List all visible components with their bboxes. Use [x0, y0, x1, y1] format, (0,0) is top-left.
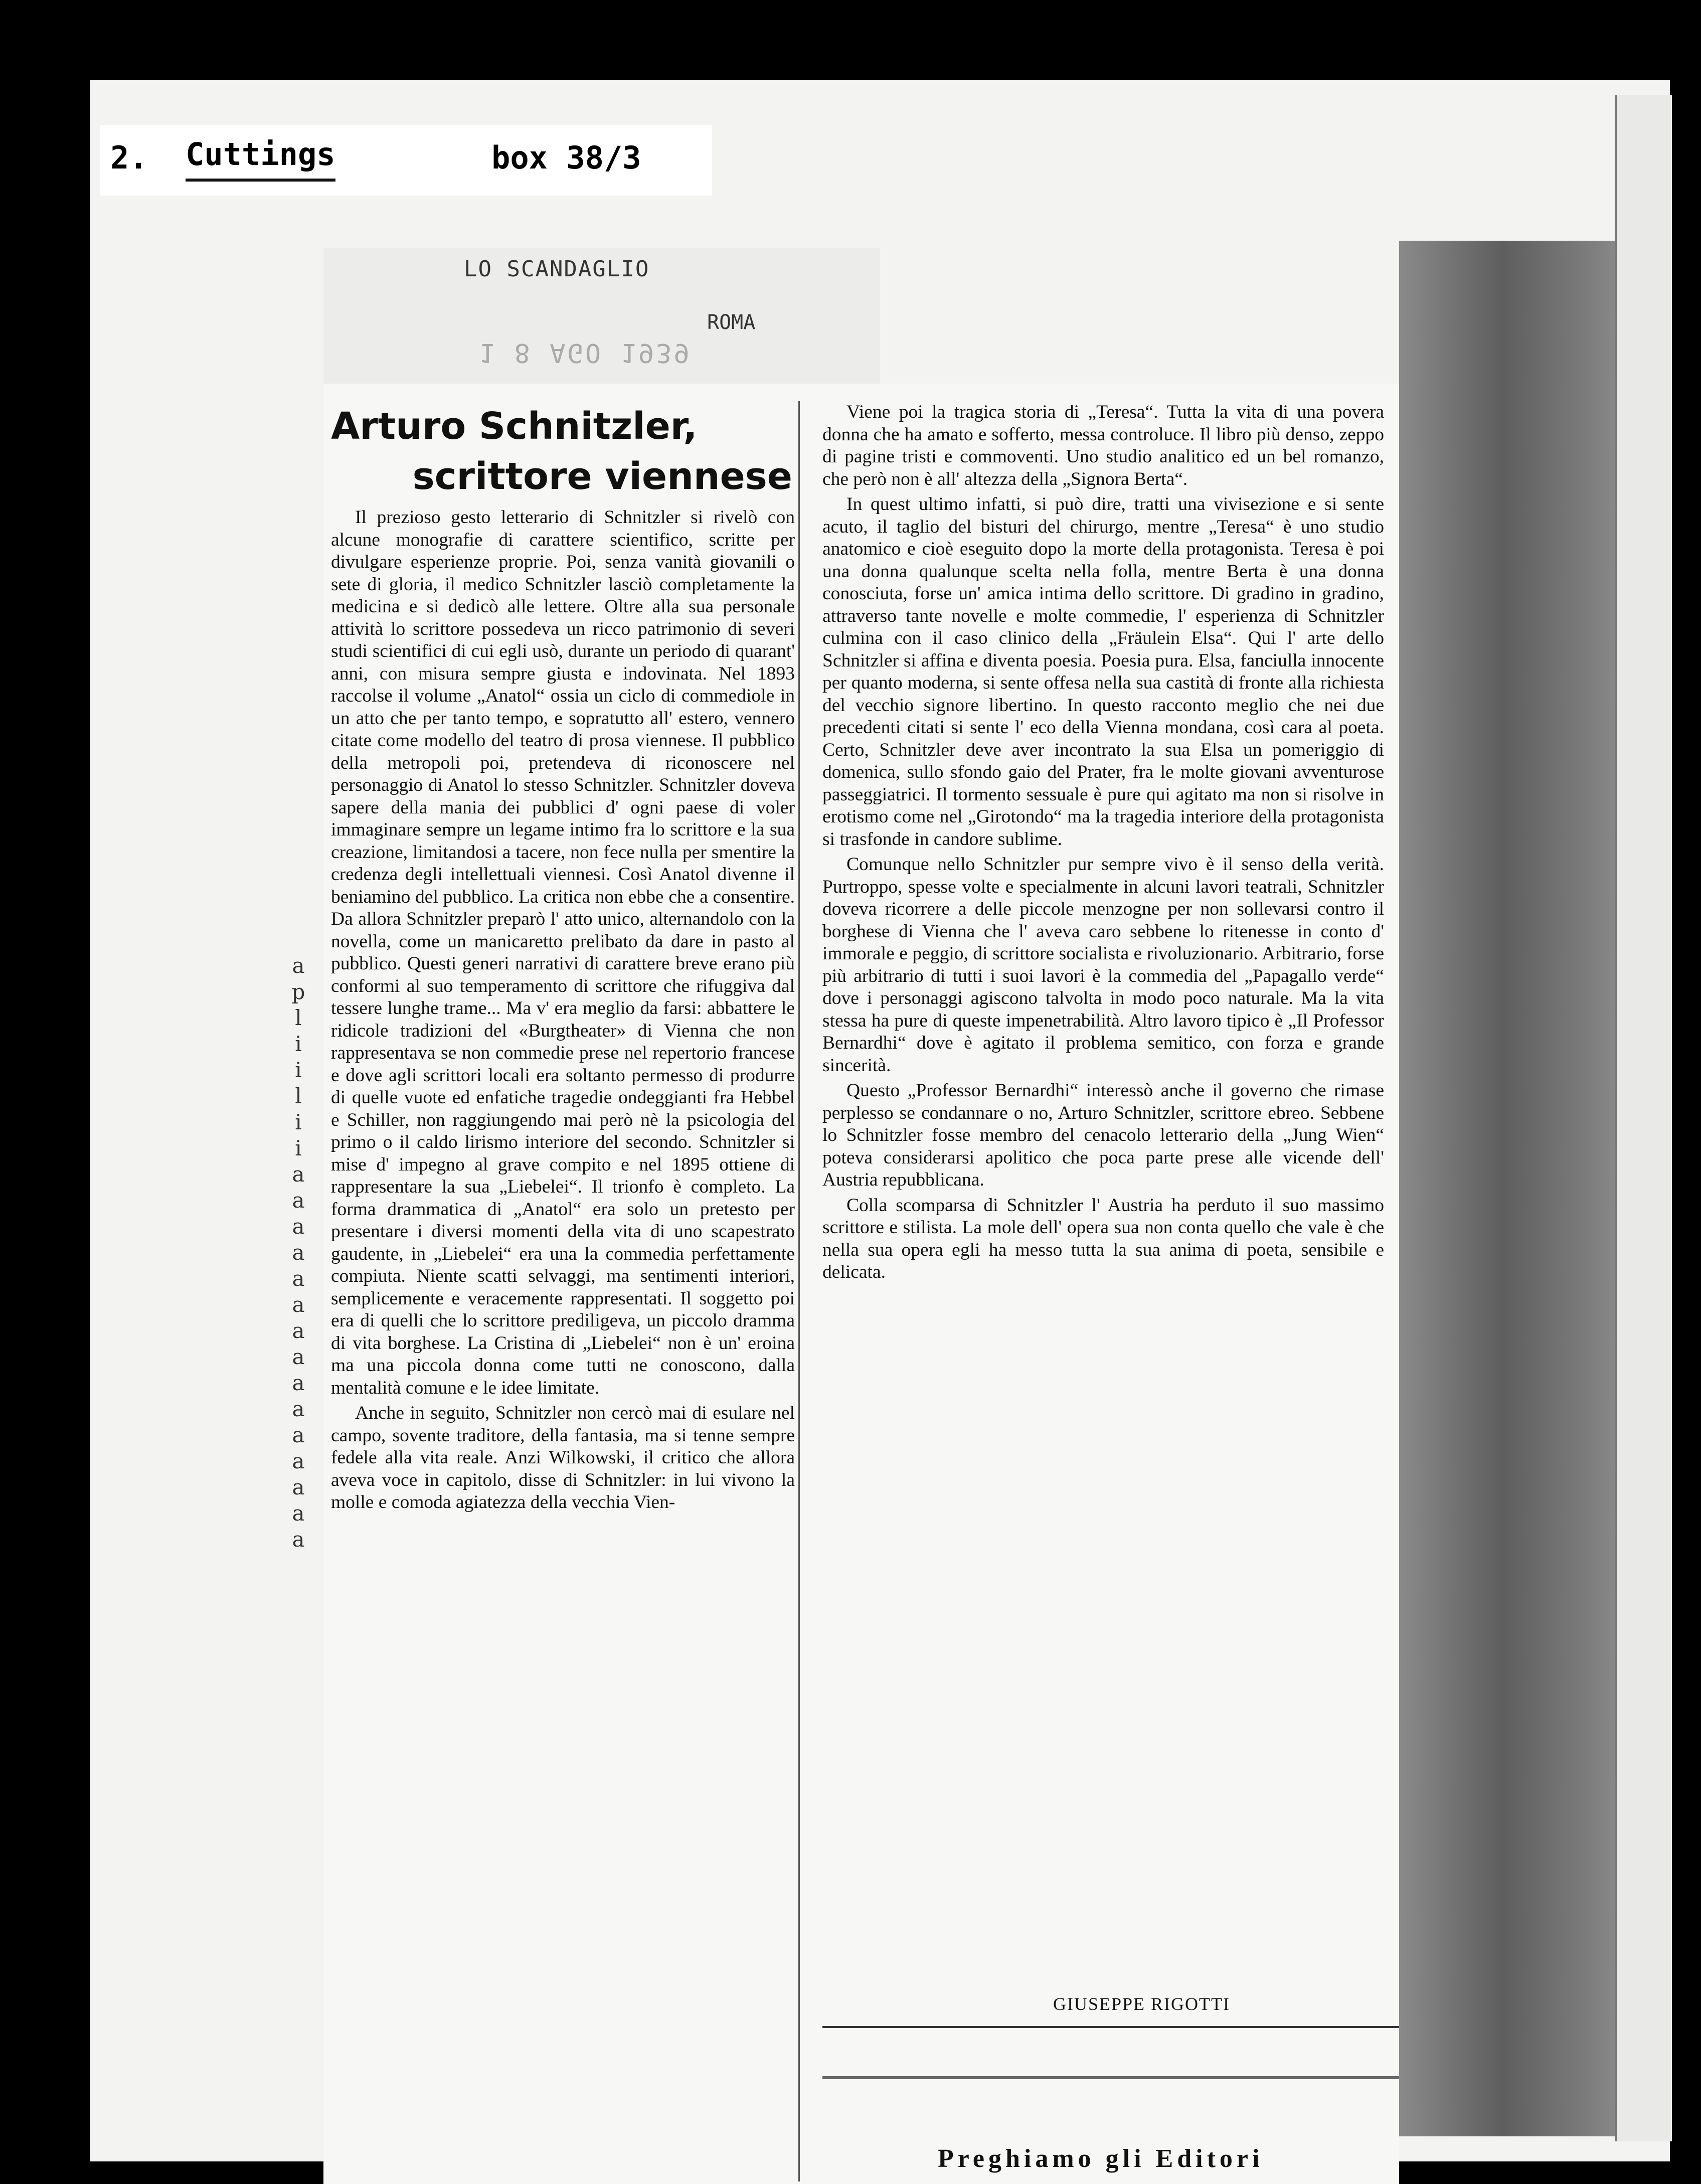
page-edge [1615, 95, 1672, 2141]
paragraph: Comunque nello Schnitzler pur sempre vivo è il senso della verità. Purtroppo, spesse volte e specialmente in alcuni lavori teatrali, Schnitzler doveva ricorrere a delle piccole menzogne per non sollevarsi contro il borghese di Vienna che l' aveva caro sebbene lo ritenesse in conto d' immorale e peggio, di scrittore socialista e rivoluzionario. Arbitrario, forse più arbitrario di tutti i suoi lavori è la commedia del „Papagallo verde“ dove i personaggi agiscono talvolta in modo poco naturale. Ma la vita stessa ha pure di queste impenetrabilità. Altro lavoro tipico è „Il Professor Bernardhi“ dove è agitato il problema semitico, con forza e grande sincerità. [822, 854, 1384, 1076]
margin-mark: a [292, 1292, 305, 1317]
paragraph: Anche in seguito, Schnitzler non cercò mai di esulare nel campo, sovente traditore, della fantasia, ma si tenne sempre fedele alla vita reale. Anzi Wilkowski, il critico che allora aveva voce in capitolo, disse di Schnitzler: in lui vivono la molle e comoda agiatezza della vecchia Vien- [331, 1403, 795, 1513]
headline-line-2: scrittore viennese [412, 455, 792, 498]
author-signature: GIUSEPPE RIGOTTI [1053, 1994, 1230, 2014]
margin-mark: a [292, 1449, 305, 1473]
margin-mark: a [292, 1345, 305, 1369]
margin-mark: i [295, 1032, 302, 1056]
paragraph: Questo „Professor Bernardhi“ interessò anche il governo che rimase perplesso se condannare o no, Arturo Schnitzler, scrittore ebreo. Sebbene lo Schnitzler fosse membro del cenacolo letterario della „Jung Wien“ poteva considerarsi apolitico che poca parte prese alle vicende dell' Austria repubblicana. [822, 1080, 1384, 1190]
margin-mark: i [295, 1110, 302, 1134]
paragraph: Il prezioso gesto letterario di Schnitzler si rivelò con alcune monografie di carattere scientifico, scritte per divulgare esperienze proprie. Poi, senza vanità giovanili o sete di gloria, il medico Schnitzler lasciò completamente la medicina e si dedicò alle lettere. Oltre alla sua personale attività lo scrittore possedeva un ricco patrimonio di severi studi scientifici di cui egli usò, durante un periodo di quarant' anni, con misura sempre giusta e indovinata. Nel 1893 raccolse il volume „Anatol“ ossia un ciclo di commediole in un atto che per tanto tempo, e sopratutto all' estero, vennero citate come modello del teatro di prosa viennese. Il pubblico della metropoli poi, pretendeva di riconoscere nel personaggio di Anatol lo stesso Schnitzler. Schnitzler doveva sapere della mania dei pubblici d' ogni paese di voler immaginare sempre un legame intimo fra lo scrittore e la sua creazione, limitandosi a tacere, non fece nulla per smentire la credenza degli intellettuali viennesi. Così Anatol divenne il beniamino del pubblico. La critica non ebbe che a consentire. Da allora Schnitzler preparò l' atto unico, alternandolo con la novella, come un manicaretto prelibato da dare in pasto al pubblico. Questi generi narrativi di carattere breve erano più conformi al suo temperamento di scrittore che rifuggiva dal tessere lunghe trame... Ma v' era meglio da farsi: abbattere le ridicole tradizioni del «Burgtheater» di Vienna che non rappresentava se non commedie prese nel repertorio francese e dove agli scrittori locali era soltanto permesso di produrre di quelle vuote ed enfatiche tragedie ondeggianti fra Hebbel e Schiller, non raggiungendo mai però nè la psicologia del primo o il caldo lirismo interiore del secondo. Schnitzler si mise d' impegno al grave compito e nel 1895 ottiene di rappresentare la sua „Liebelei“. Il trionfo è completo. La forma drammatica di „Anatol“ era solo un pretesto per presentare i diversi momenti della vita di uno scapestrato gaudente, in „Liebelei“ era una la commedia perfettamente compiuta. Niente scatti selvaggi, ma sentimenti interiori, semplicemente e veracemente rappresentati. Il soggetto poi era di quelli che lo scrittore prediligeva, un piccolo dramma di vita borghese. La Cristina di „Liebelei“ non è un' eroina ma una piccola donna come tutti ne conoscono, dalla mentalità comune e le idee limitate. [331, 507, 795, 1398]
stamp-date: 1 8 AGO 1939 [479, 338, 692, 368]
margin-mark: p [291, 979, 305, 1004]
label-category: Cuttings [186, 130, 335, 182]
stamp-city: ROMA [707, 311, 756, 334]
label-number: 2. [110, 139, 148, 176]
paragraph: Viene poi la tragica storia di „Teresa“. Tutta la vita di una povera donna che ha amato e sofferto, messa controluce. Il libro più denso, zeppo di pagine tristi e commoventi. Uno studio analitico ed un bel romanzo, che però non è all' altezza della „Signora Berta“. [822, 402, 1384, 489]
margin-mark: a [292, 1318, 305, 1343]
margin-mark: a [292, 1214, 305, 1239]
margin-mark: a [292, 1423, 305, 1447]
article-column-1 [331, 507, 795, 1517]
paragraph: In quest ultimo infatti, si può dire, tratti una vivisezione e si sente acuto, il taglio del bisturi del chirurgo, mentre „Teresa“ è uno studio anatomico e cioè eseguito dopo la morte della protagonista. Teresa è poi una donna qualunque scelta nella folla, mentre Berta è una donna conosciuta, forse un' amica intima dello scrittore. Di gradino in gradino, attraverso tante novelle e molte commedie, l' esperienza di Schnitzler culmina con il caso clinico della „Fräulein Elsa“. Qui l' arte dello Schnitzler si affina e diventa poesia. Poesia pura. Elsa, fanciulla innocente per quanto moderna, si sente offesa nella sua castità di fronte alla richiesta del vecchio signore libertino. In questo racconto meglio che nei due precedenti citati si sente l' eco della Vienna mondana, così cara al poeta. Certo, Schnitzler deve aver incontrato la sua Elsa un pomeriggio di domenica, sullo sfondo gaio del Prater, fra le molte giovani avventurose passeggiatrici. Il tormento sessuale è pure qui agitato ma non si risolve in erotismo come nel „Girotondo“ ma la tragedia interiore della protagonista si trasfonde in candore sublime. [822, 494, 1384, 850]
headline-line-1: Arturo Schnitzler, [331, 405, 698, 448]
rule [822, 2076, 1399, 2079]
label-box: box 38/3 [491, 139, 641, 176]
margin-marks [286, 953, 311, 1655]
margin-mark: l [295, 1005, 302, 1030]
margin-mark: a [292, 1475, 305, 1499]
margin-mark: a [292, 1266, 305, 1291]
margin-mark: a [292, 1162, 305, 1187]
stamp-newspaper: LO SCANDAGLIO [464, 256, 650, 282]
margin-mark: a [292, 1527, 305, 1552]
paragraph: Colla scomparsa di Schnitzler l' Austria ha perduto il suo massimo scrittore e stilista. La mole dell' opera sua non conta quello che vale è che nella sua opera egli ha messo tutta la sua anima di poeta, sensibile e delicata. [822, 1195, 1384, 1282]
archive-label [100, 125, 712, 196]
rule [822, 2026, 1399, 2028]
margin-mark: a [292, 1188, 305, 1213]
margin-mark: a [292, 1240, 305, 1265]
article-column-2 [822, 401, 1384, 1287]
margin-mark: a [292, 1397, 305, 1421]
footer-notice: Preghiamo gli Editori [938, 2144, 1264, 2173]
clipping-stamp [323, 248, 880, 399]
column-divider [798, 401, 800, 2181]
margin-mark: l [295, 1084, 302, 1108]
margin-mark: a [292, 1501, 305, 1526]
margin-mark: a [292, 1371, 305, 1395]
margin-mark: a [292, 953, 305, 978]
margin-mark: i [295, 1058, 302, 1082]
article-headline [331, 401, 797, 501]
margin-mark: i [295, 1136, 302, 1160]
